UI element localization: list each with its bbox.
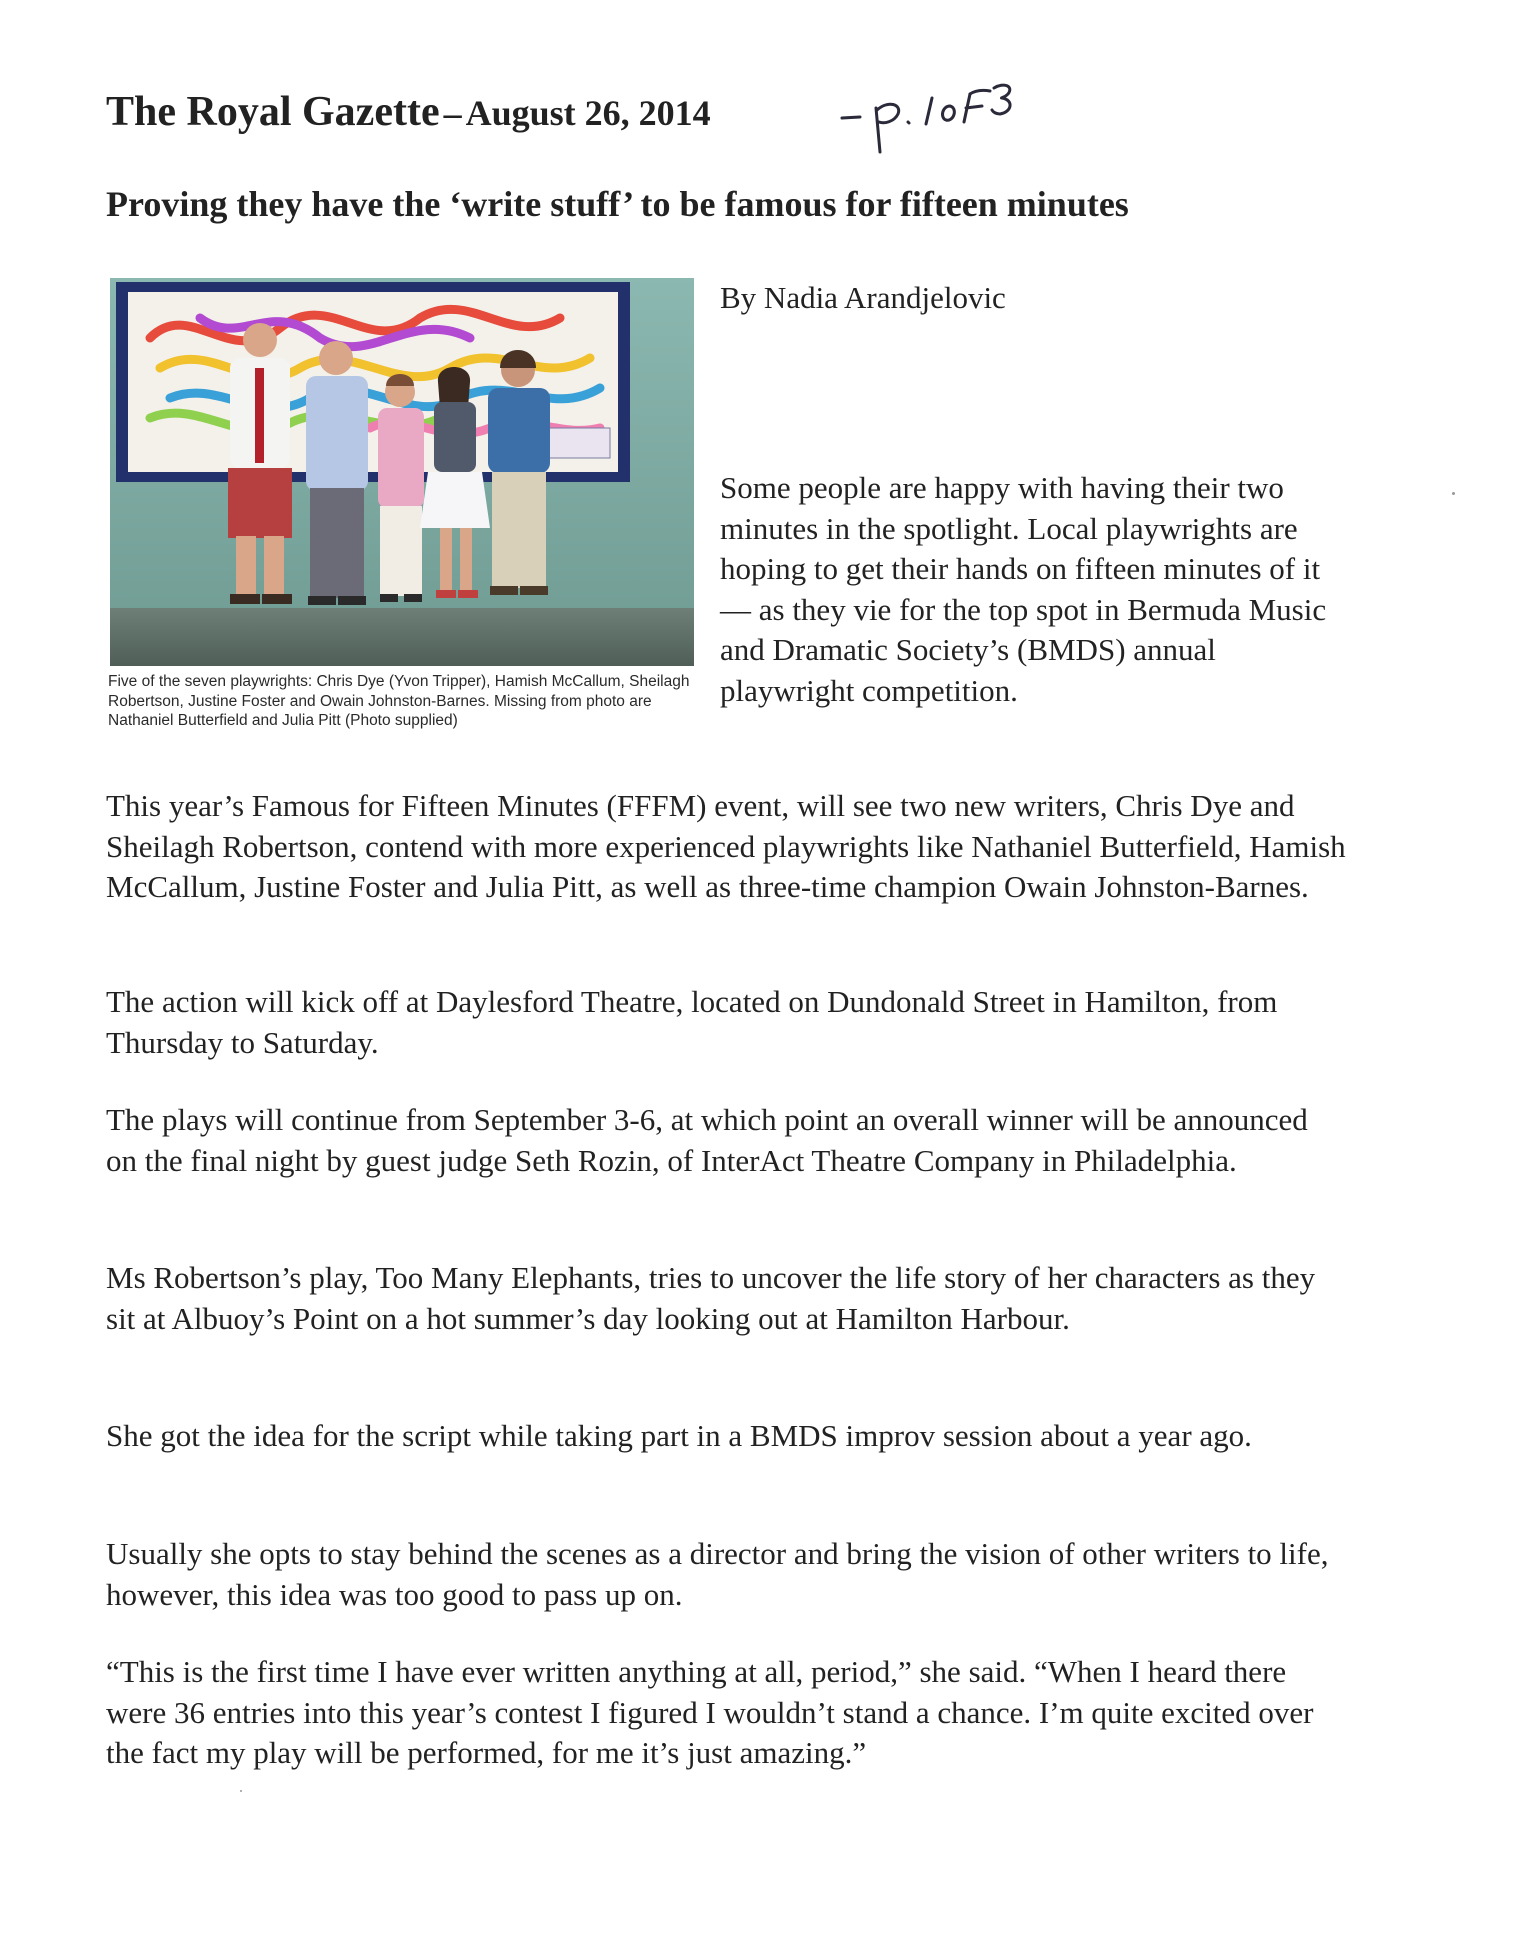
paragraph: She got the idea for the script while taking part in a BMDS improv session about a year ago.	[106, 1418, 1252, 1453]
paragraph: This year’s Famous for Fifteen Minutes (FFFM) event, will see two new writers, Chris Dye and Sheilagh Robertson, contend with more experienced playwrights like Nathaniel Butterfield, Hamish McCallum, Justine Foster and Julia Pitt, as well as three-time champion Owain Johnston-Barnes.	[106, 788, 1346, 904]
playwrights-photo-illustration	[110, 278, 694, 666]
paragraph: The plays will continue from September 3-6, at which point an overall winner will be announced on the final night by guest judge Seth Rozin, of InterAct Theatre Company in Philadelphia.	[106, 1102, 1308, 1178]
article-headline: Proving they have the ‘write stuff’ to be famous for fifteen minutes	[106, 184, 1129, 224]
masthead	[106, 88, 711, 136]
article-photo	[110, 278, 694, 666]
article-byline: By Nadia Arandjelovic	[720, 280, 1006, 315]
photo-caption: Five of the seven playwrights: Chris Dye (Yvon Tripper), Hamish McCallum, Sheilagh Robertson, Justine Foster and Owain Johnston-Barnes. Missing from photo are Nathaniel Butterfield and Julia Pitt (Photo supplied)	[108, 673, 690, 729]
paragraph: The action will kick off at Daylesford Theatre, located on Dundonald Street in Hamilton, from Thursday to Saturday.	[106, 984, 1278, 1060]
publication-name: The Royal Gazette	[106, 89, 440, 135]
article-intro: Some people are happy with having their two minutes in the spotlight. Local playwrights are hoping to get their hands on fifteen minutes of it — as they vie for the top spot in Bermuda Music and Dramatic Society’s (BMDS) annual playwright competition.	[720, 470, 1327, 708]
paragraph: “This is the first time I have ever written anything at all, period,” she said. “When I heard there were 36 entries into this year’s contest I figured I wouldn’t stand a chance. I’m quite excited over the fact my play will be performed, for me it’s just amazing.”	[106, 1654, 1314, 1770]
masthead-separator: –	[443, 93, 462, 133]
handwritten-page-note	[836, 78, 1066, 158]
scan-speck	[1452, 492, 1455, 495]
paragraph: Ms Robertson’s play, Too Many Elephants, tries to uncover the life story of her characters as they sit at Albuoy’s Point on a hot summer’s day looking out at Hamilton Harbour.	[106, 1260, 1316, 1336]
publication-date: August 26, 2014	[465, 93, 711, 133]
scan-speck	[240, 1790, 242, 1792]
paragraph: Usually she opts to stay behind the scenes as a director and bring the vision of other writers to life, however, this idea was too good to pass up on.	[106, 1536, 1329, 1612]
